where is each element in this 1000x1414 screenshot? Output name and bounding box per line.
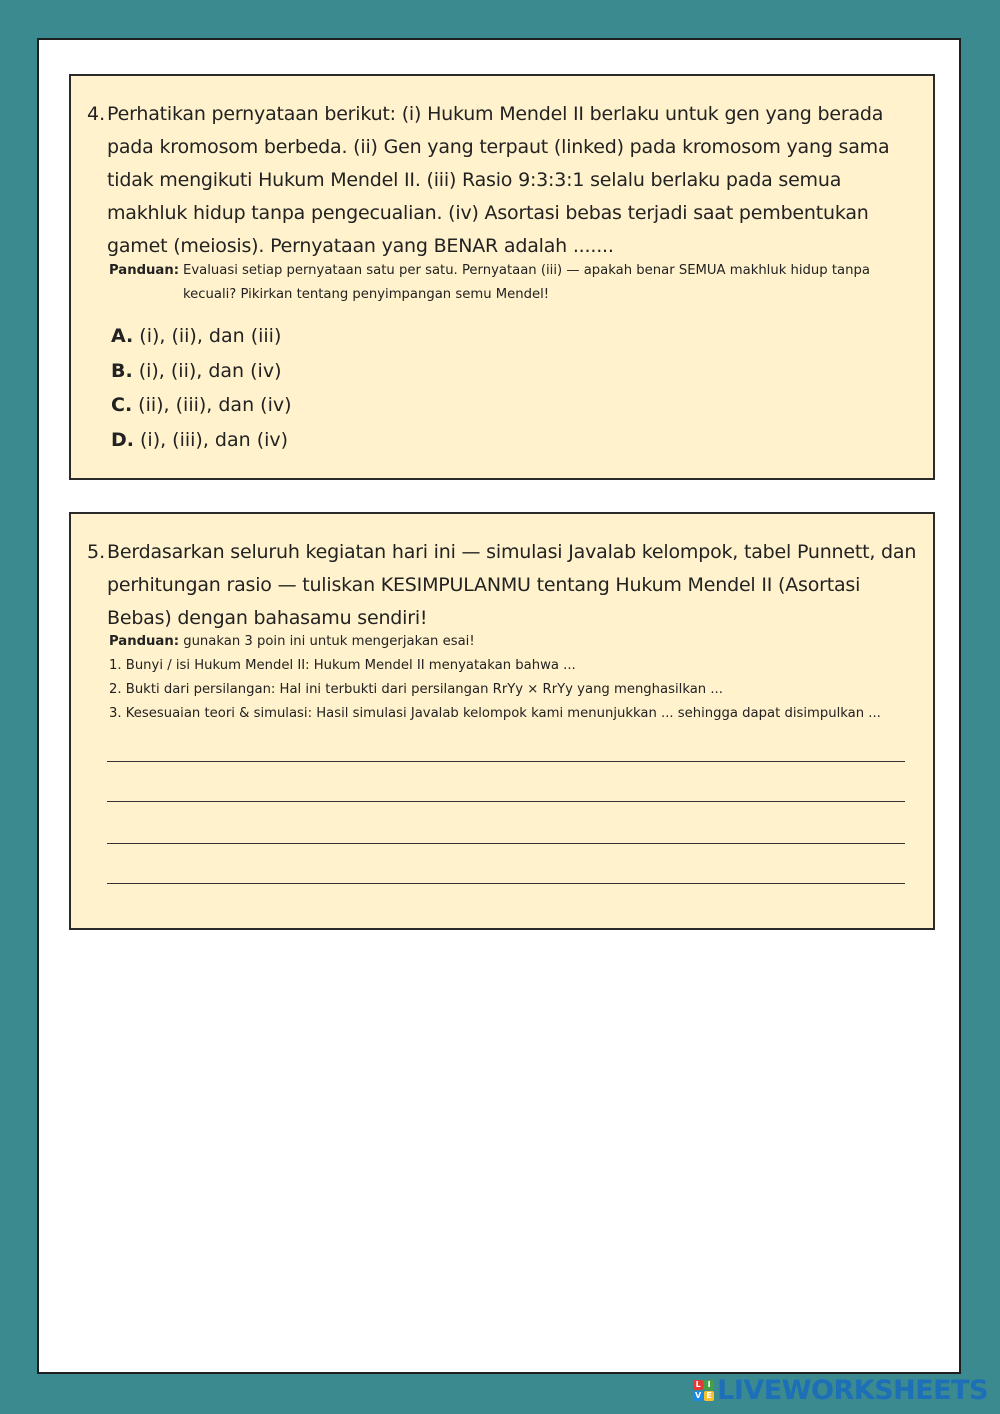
option-text: (i), (ii), dan (iv) (138, 359, 282, 382)
logo-letter: E (704, 1391, 714, 1401)
answer-line[interactable] (107, 801, 905, 802)
option-d[interactable] (111, 423, 292, 458)
question-number: 4. (87, 103, 106, 125)
answer-options (111, 319, 292, 457)
question-5-card (69, 512, 935, 930)
option-text: (i), (iii), dan (iv) (140, 428, 289, 451)
option-letter: C. (111, 394, 133, 416)
question-text: Berdasarkan seluruh kegiatan hari ini — simulasi Javalab kelompok, tabel Punnett, dan perhitungan rasio — tuliskan KESIMPULANMU tentang Hukum Mendel II (Asortasi Bebas) dengan bahasamu sendiri! (107, 541, 917, 629)
guide-item: 2. Bukti dari persilangan: Hal ini terbukti dari persilangan RrYy × RrYy yang menghasilkan ... (109, 682, 723, 697)
liveworksheets-logo-icon (693, 1380, 714, 1401)
guide-text: Evaluasi setiap pernyataan satu per satu. Pernyataan (iii) — apakah benar SEMUA makhluk hidup tanpa kecuali? Pikirkan tentang penyimpangan semu Mendel! (183, 263, 870, 302)
guide-note (109, 630, 893, 726)
logo-letter: V (695, 1391, 702, 1400)
option-letter: A. (111, 325, 134, 347)
answer-line[interactable] (107, 761, 905, 762)
answer-line[interactable] (107, 843, 905, 844)
logo-letter: I (704, 1380, 714, 1390)
guide-label: Panduan: (109, 634, 179, 649)
guide-note (109, 259, 893, 307)
question-4-card (69, 74, 935, 480)
option-a[interactable] (111, 319, 292, 354)
worksheet-page (37, 38, 961, 1374)
question-number: 5. (87, 541, 106, 563)
liveworksheets-wordmark: LIVEWORKSHEETS (717, 1375, 988, 1406)
option-text: (i), (ii), dan (iii) (139, 325, 282, 347)
guide-label: Panduan: (109, 263, 179, 278)
guide-text: gunakan 3 poin ini untuk mengerjakan esai! (183, 634, 475, 649)
option-letter: B. (111, 359, 133, 382)
guide-item: 1. Bunyi / isi Hukum Mendel II: Hukum Mendel II menyatakan bahwa ... (109, 658, 576, 673)
guide-item: 3. Kesesuaian teori & simulasi: Hasil simulasi Javalab kelompok kami menunjukkan ... sehingga dapat disimpulkan ... (109, 706, 881, 721)
option-b[interactable] (111, 354, 292, 389)
option-letter: D. (111, 428, 134, 451)
answer-line[interactable] (107, 883, 905, 884)
question-text: Perhatikan pernyataan berikut: (i) Hukum Mendel II berlaku untuk gen yang berada pada kromosom berbeda. (ii) Gen yang terpaut (linked) pada kromosom yang sama tidak mengikuti Hukum Mendel II. (iii) Rasio 9:3:3:1 selalu berlaku pada semua makhluk hidup tanpa pengecualian. (iv) Asortasi bebas terjadi saat pembentukan gamet (meiosis). Pernyataan yang BENAR adalah ....... (107, 103, 890, 257)
logo-letter: L (693, 1380, 703, 1390)
option-text: (ii), (iii), dan (iv) (138, 394, 292, 416)
option-c[interactable] (111, 388, 292, 423)
liveworksheets-logo (693, 1375, 988, 1406)
